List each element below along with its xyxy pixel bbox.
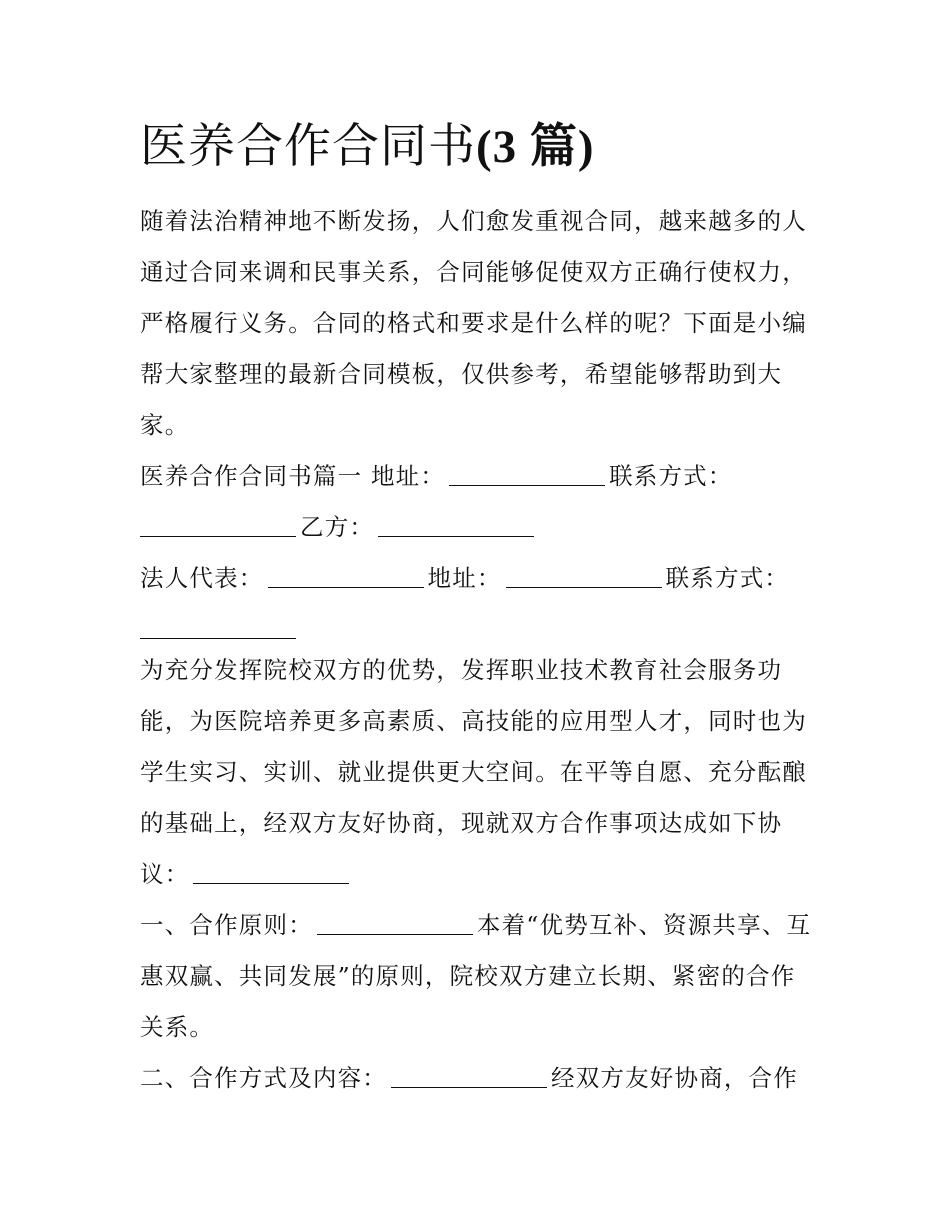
intro-line-1: 随着法治精神地不断发扬，人们愈发重视合同，越来越多的人 <box>140 207 807 235</box>
agreement-label: 议： <box>140 860 190 888</box>
intro-line-3: 严格履行义务。合同的格式和要求是什么样的呢？下面是小编 <box>140 309 807 337</box>
agreement-blank <box>193 882 349 884</box>
intro-line-2: 通过合同来调和民事关系，合同能够促使双方正确行使权力， <box>140 258 807 286</box>
section-1-blank <box>317 933 473 935</box>
agreement-line <box>140 856 830 892</box>
section-1-label: 一、合作原则： <box>140 911 313 939</box>
document-title <box>140 112 820 182</box>
party-b-contact-line <box>140 611 830 647</box>
section-1-line-1 <box>140 907 830 943</box>
legal-rep-blank <box>268 586 424 588</box>
title-count: (3 篇) <box>476 121 595 173</box>
section-2-label: 二、合作方式及内容： <box>140 1064 387 1092</box>
section-1-text: 本着“优势互补、资源共享、互 <box>476 911 812 939</box>
intro-line-4: 帮大家整理的最新合同模板，仅供参考，希望能够帮助到大 <box>140 360 783 388</box>
party-b-blank <box>378 535 534 537</box>
party-b-label: 乙方： <box>300 513 375 541</box>
party-b-contact-label: 联系方式： <box>665 564 790 592</box>
legal-rep-line <box>140 560 830 596</box>
section-2-blank <box>391 1086 547 1088</box>
section-2-line-1 <box>140 1060 830 1096</box>
contact-label: 联系方式： <box>609 462 733 490</box>
party-b-address-label: 地址： <box>427 564 502 592</box>
section-1-line-3: 关系。 <box>140 1013 215 1041</box>
legal-rep-label: 法人代表： <box>140 564 264 592</box>
title-main: 医养合作合同书 <box>140 119 476 174</box>
section-2-text: 经双方友好协商，合作 <box>551 1064 798 1092</box>
preamble-line-3: 学生实习、实训、就业提供更大空间。在平等自愿、充分酝酿 <box>140 758 807 786</box>
section-1-line-2: 惠双赢、共同发展”的原则，院校双方建立长期、紧密的合作 <box>140 962 796 990</box>
preamble-line-4: 的基础上，经双方友好协商，现就双方合作事项达成如下协 <box>140 809 783 837</box>
party-b-address-blank <box>506 586 662 588</box>
party-a-heading: 医养合作合同书篇一 地址： <box>140 462 446 490</box>
intro-line-5: 家。 <box>140 411 190 439</box>
preamble-line-1: 为充分发挥院校双方的优势，发挥职业技术教育社会服务功 <box>140 656 783 684</box>
party-b-contact-blank <box>140 637 296 639</box>
preamble-line-2: 能，为医院培养更多高素质、高技能的应用型人才，同时也为 <box>140 707 807 735</box>
address-blank <box>449 484 605 486</box>
party-a-line <box>140 458 830 494</box>
party-b-line <box>140 509 830 545</box>
contact-blank <box>140 535 296 537</box>
